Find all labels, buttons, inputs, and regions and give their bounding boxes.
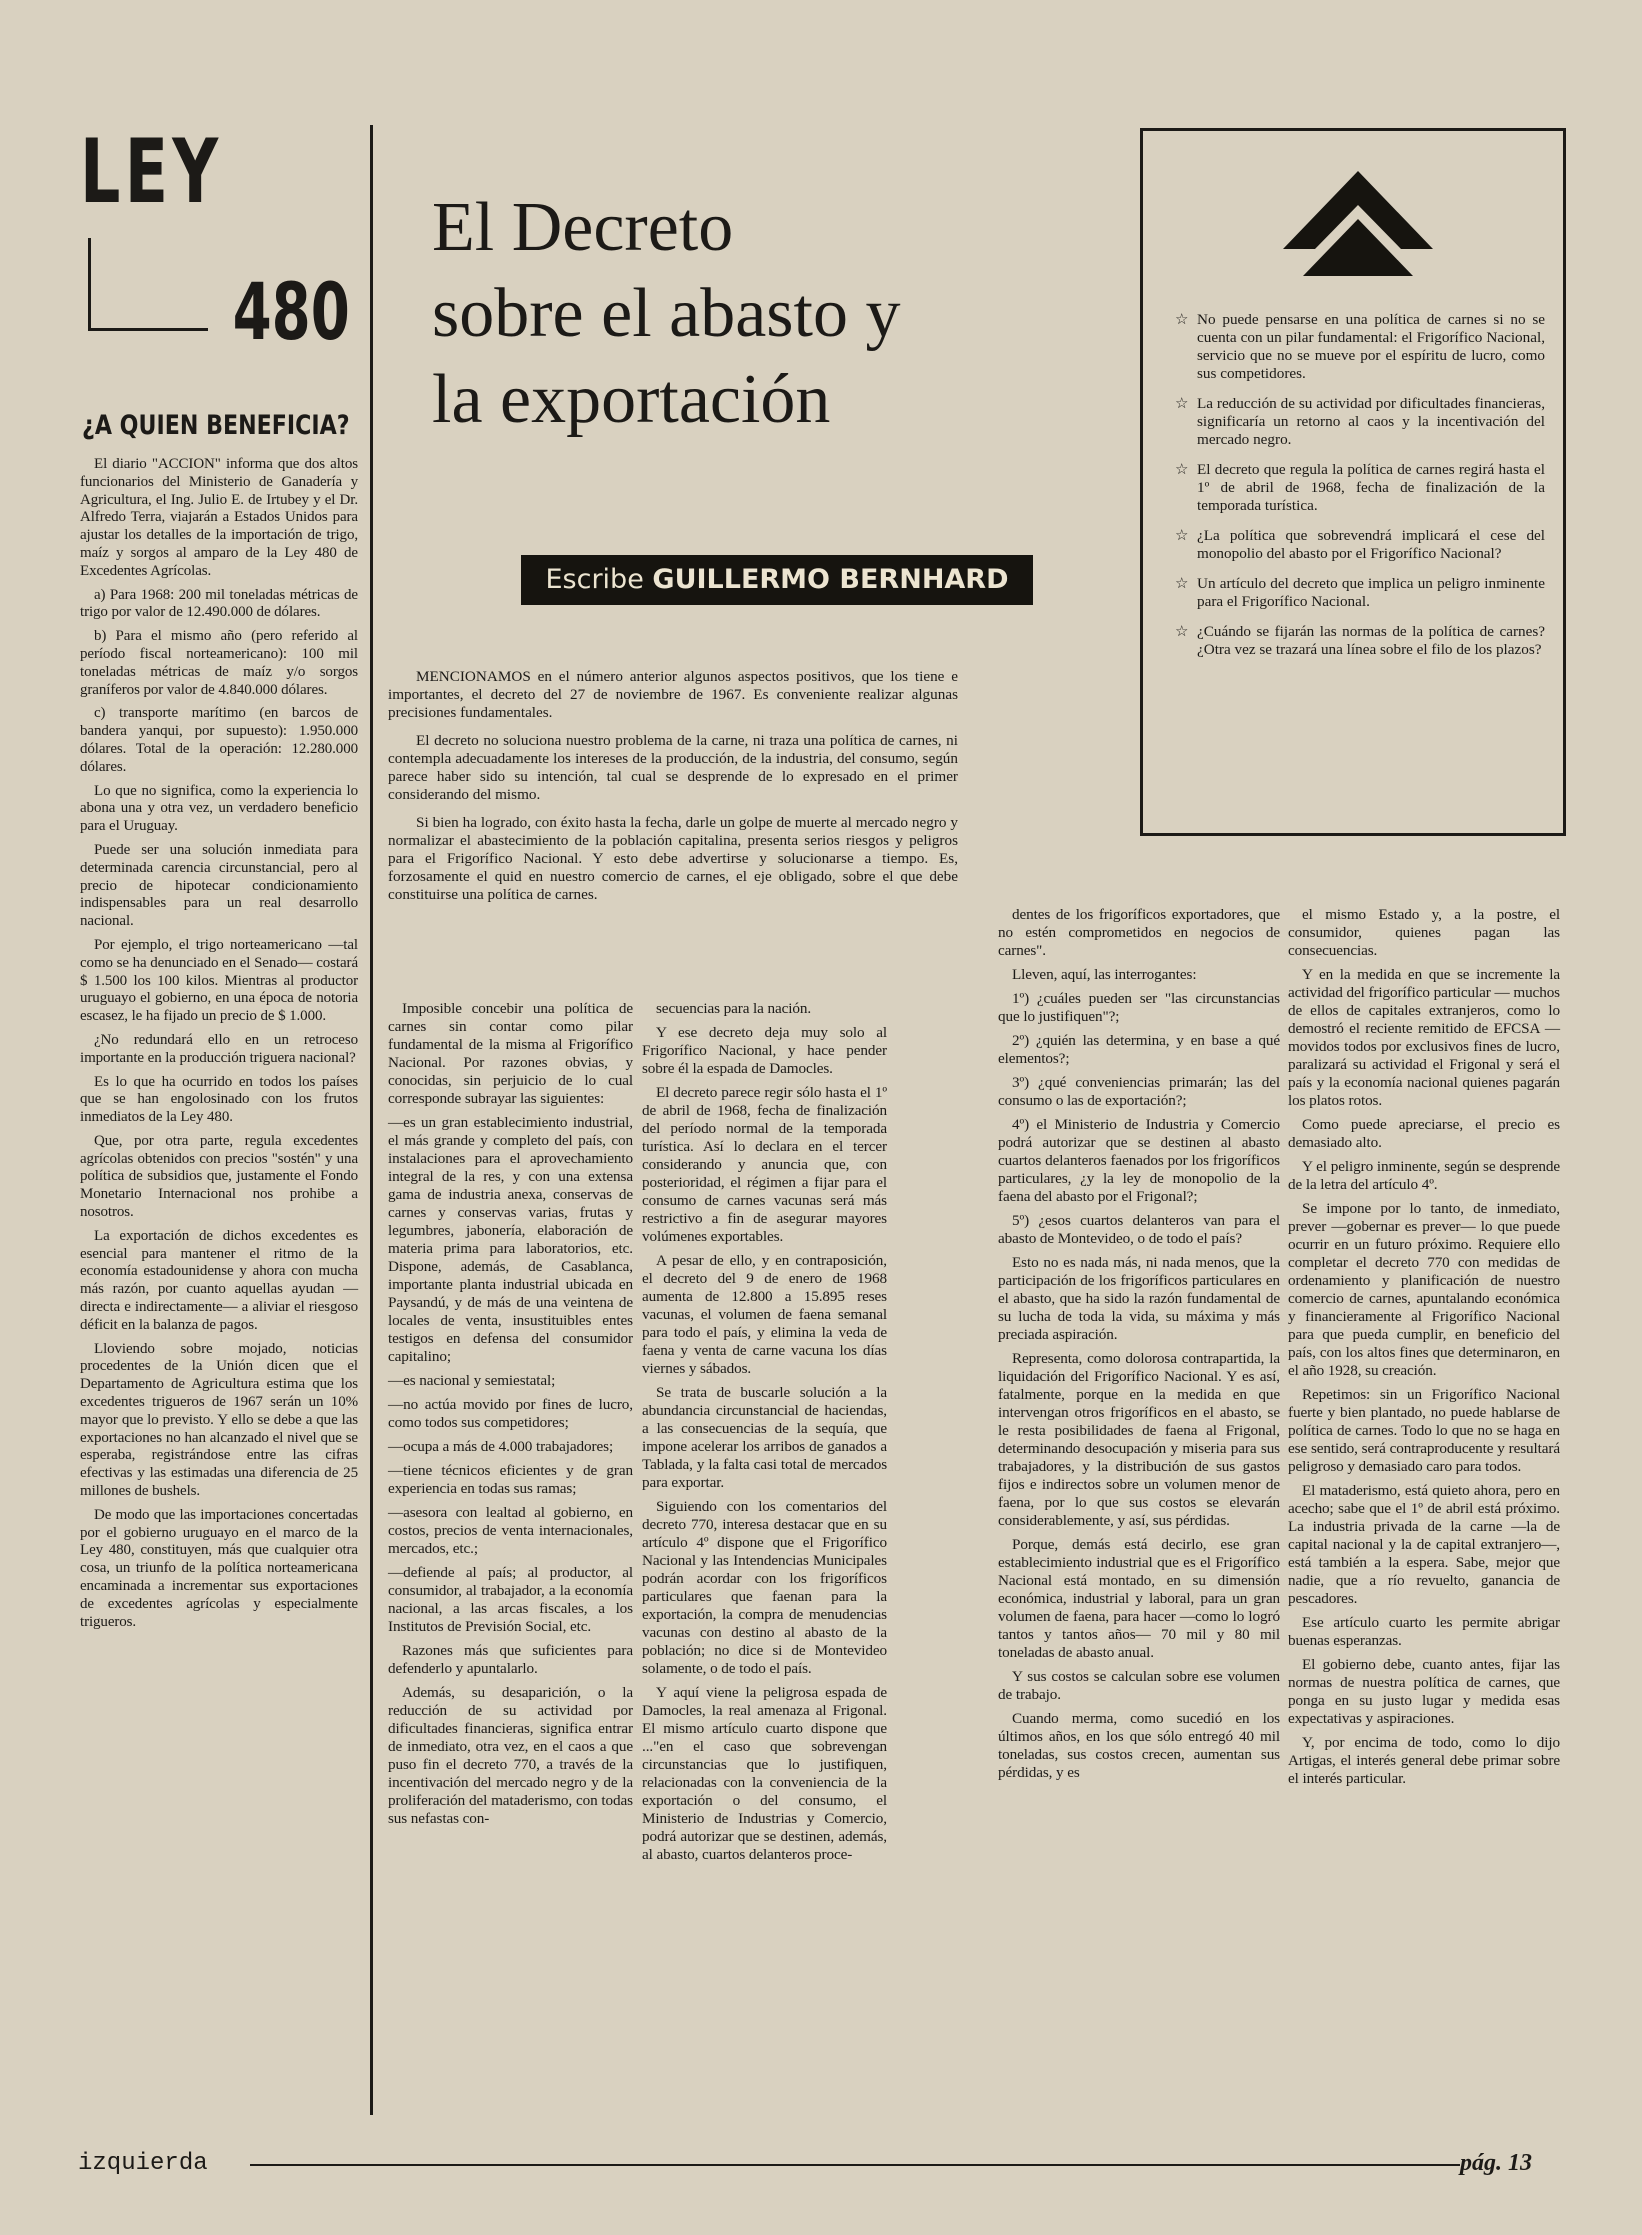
body-paragraph: Y en la medida en que se incremente la actividad del frigorífico particular — muchos de ellos de capitales extranjeros, como lo demostró el reciente remitido de EFCSA — movidos todos por exclusivos fines de lucro, paralizará su actividad el Frigonal y será el país y la economía nacional quienes pagarán los platos rotos. xyxy=(1288,966,1560,1109)
body-paragraph: Cuando merma, como sucedió en los últimos años, en los que sólo entregó 40 mil toneladas, sus costos crecen, aumentan sus pérdidas, y es xyxy=(998,1710,1280,1781)
left-paragraph: Por ejemplo, el trigo norteamericano —tal como se ha denunciado en el Senado— costará $ 1.500 los 100 kilos. Mientras al productor uruguayo el gobierno, en una época de notoria escasez, le ha fijado un precio de $ 1.000. xyxy=(80,936,358,1025)
body-paragraph: el mismo Estado y, a la postre, el consumidor, quienes pagan las consecuencias. xyxy=(1288,906,1560,959)
logo-vertical-rule xyxy=(88,238,91,330)
body-paragraph: Ese artículo cuarto les permite abrigar buenas esperanzas. xyxy=(1288,1614,1560,1649)
left-paragraph: b) Para el mismo año (pero referido al período fiscal norteamericano): 100 mil toneladas métricas de maíz y/o sorgos graníferos por valor de 4.840.000 dólares. xyxy=(80,628,358,698)
intro-paragraph: Si bien ha logrado, con éxito hasta la fecha, darle un golpe de muerte al mercado negro y normalizar el abastecimiento de la población capitalina, presenta serios riesgos y peligros para el Frigorífico Nacional. Y esto debe advertirse y solucionarse a tiempo. Es, forzosamente el quid en nuestro comercio de carnes, el eje obligado, sobre el que debe constituirse una política de carnes. xyxy=(388,814,958,903)
highlight-item xyxy=(1175,575,1545,611)
body-paragraph: —asesora con lealtad al gobierno, en costos, precios de venta internacionales, mercados, etc.; xyxy=(388,1504,633,1557)
body-paragraph: 3º) ¿qué conveniencias primarán; las del consumo o las de exportación?; xyxy=(998,1074,1280,1109)
highlight-text: La reducción de su actividad por dificultades financieras, significaría un retorno al caos y la incentivación del mercado negro. xyxy=(1197,395,1545,448)
magazine-name: izquierda xyxy=(78,2150,208,2177)
body-paragraph: —no actúa movido por fines de lucro, como todos sus competidores; xyxy=(388,1396,633,1431)
left-paragraph: Puede ser una solución inmediata para determinada carencia circunstancial, pero al precio de hipotecar condicionamiento indispensables para un real desarrollo nacional. xyxy=(80,841,358,930)
headline-line-2: sobre el abasto y xyxy=(432,275,901,352)
left-paragraph: Que, por otra parte, regula excedentes agrícolas obtenidos con precios "sostén" y una política de subsidios que, justamente el Fondo Monetario Internacional nos prohibe a nosotros. xyxy=(80,1132,358,1221)
body-paragraph: El gobierno debe, cuanto antes, fijar las normas de nuestra política de carnes, que ponga en su justo lugar y medida esas expectativas y aspiraciones. xyxy=(1288,1656,1560,1727)
body-paragraph: Y aquí viene la peligrosa espada de Damocles, la real amenaza al Frigonal. El mismo artículo cuarto dispone que ..."en el caso que sobrevengan circunstancias que lo justifiquen, relacionadas con la conveniencia de la exportación o del consumo, el Ministerio de Industrias y Comercio, podrá autorizar que se destinen, además, al abasto, cuartos delanteros proce- xyxy=(642,1684,887,1863)
left-paragraph: De modo que las importaciones concertadas por el gobierno uruguayo en el marco de la Ley 480, constituyen, más que cualquier otra cosa, un triunfo de la política norteamericana encaminada a incrementar sus exportaciones de excedentes agrícolas y especialmente trigueros. xyxy=(80,1506,358,1630)
article-column-4 xyxy=(1288,906,1560,1794)
headline-line-1: El Decreto xyxy=(432,189,734,266)
left-paragraph: ¿No redundará ello en un retroceso importante en la producción triguera nacional? xyxy=(80,1031,358,1066)
body-paragraph: Siguiendo con los comentarios del decreto 770, interesa destacar que en su artículo 4º dispone que el Frigorífico Nacional y las Intendencias Municipales podrán acordar con los frigoríficos particulares que faenan para la exportación, la compra de menudencias vacunas con destino al abasto de la población; no dice si de Montevideo solamente, o de todo el país. xyxy=(642,1498,887,1677)
ley-480-logo xyxy=(80,120,350,380)
byline-prefix: Escribe xyxy=(545,564,644,595)
highlight-text: No puede pensarse en una política de carnes si no se cuenta con un pilar fundamental: el Frigorífico Nacional, servicio que no se mueve por el espíritu de lucro, como sus competidores. xyxy=(1197,311,1545,382)
body-paragraph: Como puede apreciarse, el precio es demasiado alto. xyxy=(1288,1116,1560,1151)
intro-paragraph: MENCIONAMOS en el número anterior algunos aspectos positivos, que los tiene e importantes, el decreto del 27 de noviembre de 1967. Es conveniente realizar algunas precisiones fundamentales. xyxy=(388,668,958,721)
body-paragraph: Se trata de buscarle solución a la abundancia circunstancial de haciendas, a las consecuencias de la sequía, que impone acelerar los arribos de ganados a Tablada, y la falta casi total de mercados para exportar. xyxy=(642,1384,887,1491)
headline-line-3: la exportación xyxy=(432,361,831,438)
highlights-box xyxy=(1140,128,1566,836)
ley-number: 480 xyxy=(232,268,350,358)
left-paragraph: Es lo que ha ocurrido en todos los países que se han engolosinado con los frutos inmediatos de la Ley 480. xyxy=(80,1073,358,1126)
byline xyxy=(521,555,1033,605)
body-paragraph: Y sus costos se calculan sobre ese volumen de trabajo. xyxy=(998,1668,1280,1703)
body-paragraph: Lleven, aquí, las interrogantes: xyxy=(1012,966,1197,983)
highlight-item xyxy=(1175,527,1545,563)
left-column-text xyxy=(80,456,358,1637)
star-icon: ☆ xyxy=(1175,527,1189,544)
left-paragraph: El diario "ACCION" informa que dos altos funcionarios del Ministerio de Ganadería y Agricultura, el Ing. Julio E. de Irtubey y el Dr. Alfredo Terra, viajarán a Estados Unidos para ajustar los detalles de la importación de trigo, maíz y sorgos al amparo de la Ley 480 de Excedentes Agrícolas. xyxy=(80,456,358,579)
body-paragraph: El mataderismo, está quieto ahora, pero en acecho; sabe que el 1º de abril está próximo. La industria privada de la carne —la de capital nacional y la de capital extranjero—, está también a la espera. Sabe, mejor que nadie, que a río revuelto, ganancia de pescadores. xyxy=(1288,1482,1560,1607)
body-paragraph: —defiende al país; al productor, al consumidor, al trabajador, a la economía nacional, a las arcas fiscales, a los Institutos de Previsión Social, etc. xyxy=(388,1564,633,1635)
body-paragraph: 2º) ¿quién las determina, y en base a qué elementos?; xyxy=(998,1032,1280,1067)
article-headline xyxy=(432,185,1132,443)
body-paragraph: —es un gran establecimiento industrial, el más grande y completo del país, con instalaciones para el aprovechamiento integral de la res, y con una extensa gama de industria anexa, conservas de carnes y conservas varias, frutas y legumbres, jabonería, elaboración de materia prima para laboratorios, etc. Dispone, además, de Casablanca, importante planta industrial ubicada en Paysandú, y de más de una veintena de locales de venta, insustituibles entes testigos en defensa del consumidor capitalino; xyxy=(388,1114,633,1365)
highlight-item xyxy=(1175,311,1545,383)
body-paragraph: —tiene técnicos eficientes y de gran experiencia en todas sus ramas; xyxy=(388,1462,633,1497)
logo-horizontal-rule xyxy=(88,328,208,331)
body-paragraph: secuencias para la nación. xyxy=(656,1000,812,1017)
footer-rule xyxy=(250,2164,1460,2166)
star-icon: ☆ xyxy=(1175,311,1189,328)
highlight-item xyxy=(1175,623,1545,659)
highlight-item xyxy=(1175,461,1545,515)
left-paragraph: a) Para 1968: 200 mil toneladas métricas de trigo por valor de 12.490.000 de dólares. xyxy=(80,586,358,621)
body-paragraph: Imposible concebir una política de carnes sin contar como pilar fundamental de la misma al Frigorífico Nacional. Por razones obvias, y conocidas, sin perjuicio de lo cual corresponde subrayar las siguientes: xyxy=(388,1000,633,1107)
article-column-1 xyxy=(388,1000,633,1834)
highlight-item xyxy=(1175,395,1545,449)
left-paragraph: Lo que no significa, como la experiencia lo abona una y otra vez, un verdadero beneficio para el Uruguay. xyxy=(80,782,358,835)
highlight-text: ¿Cuándo se fijarán las normas de la política de carnes? ¿Otra vez se trazará una línea sobre el filo de los plazos? xyxy=(1197,623,1545,658)
column-divider xyxy=(370,125,373,2115)
body-paragraph: Esto no es nada más, ni nada menos, que la participación de los frigoríficos particulares en el abasto, que ha sido la razón fundamental de su lucha de toda la vida, su máxima y más preciada aspiración. xyxy=(998,1254,1280,1343)
highlight-text: ¿La política que sobrevendrá implicará el cese del monopolio del abasto por el Frigorífico Nacional? xyxy=(1197,527,1545,562)
body-paragraph: Y el peligro inminente, según se desprende de la letra del artículo 4º. xyxy=(1288,1158,1560,1193)
article-intro xyxy=(388,668,958,914)
chevron-up-icon xyxy=(1283,171,1433,291)
body-paragraph: Razones más que suficientes para defenderlo y apuntalarlo. xyxy=(388,1642,633,1677)
star-icon: ☆ xyxy=(1175,395,1189,412)
star-icon: ☆ xyxy=(1175,623,1189,640)
article-column-2 xyxy=(642,1000,887,1870)
body-paragraph: Y ese decreto deja muy solo al Frigorífico Nacional, y hace pender sobre él la espada de Damocles. xyxy=(642,1024,887,1077)
highlight-text: Un artículo del decreto que implica un peligro inminente para el Frigorífico Nacional. xyxy=(1197,575,1545,610)
left-paragraph: La exportación de dichos excedentes es esencial para mantener el ritmo de la economía estadounidense y ahora con mucha más razón, por cuanto aquellas ayudan —directa e indirectamente— a aliviar el riesgoso déficit en la balanza de pagos. xyxy=(80,1227,358,1333)
left-paragraph: c) transporte marítimo (en barcos de bandera yanqui, por supuesto): 1.950.000 dólares. Total de la operación: 12.280.000 dólares. xyxy=(80,705,358,775)
body-paragraph: —ocupa a más de 4.000 trabajadores; xyxy=(388,1438,614,1455)
ley-word: LEY xyxy=(80,120,223,223)
body-paragraph: Además, su desaparición, o la reducción de su actividad por dificultades financieras, significa entrar de inmediato, otra vez, en el caos a que puso fin el decreto 770, a través de la incentivación del mercado negro y de la proliferación del mataderismo, con todas sus nefastas con- xyxy=(388,1684,633,1827)
body-paragraph: —es nacional y semiestatal; xyxy=(388,1372,556,1389)
body-paragraph: 1º) ¿cuáles pueden ser "las circunstancias que lo justifiquen"?; xyxy=(998,990,1280,1025)
highlights-list xyxy=(1175,311,1545,671)
page-number: pág. 13 xyxy=(1460,2150,1532,2176)
byline-author: GUILLERMO BERNHARD xyxy=(652,564,1009,595)
body-paragraph: Y, por encima de todo, como lo dijo Artigas, el interés general debe primar sobre el interés particular. xyxy=(1288,1734,1560,1787)
star-icon: ☆ xyxy=(1175,575,1189,592)
body-paragraph: dentes de los frigoríficos exportadores, que no estén comprometidos en negocios de carnes". xyxy=(998,906,1280,959)
body-paragraph: Porque, demás está decirlo, ese gran establecimiento industrial que es el Frigorífico Nacional está montado, en su dimensión económica, industrial y laboral, para un gran volumen de faena, para hacer —como lo logró tantos y tantos años— 70 mil y 80 mil toneladas de abasto anual. xyxy=(998,1536,1280,1661)
left-subhead: ¿A QUIEN BENEFICIA? xyxy=(82,410,350,441)
body-paragraph: Se impone por lo tanto, de inmediato, prever —gobernar es prever— lo que puede ocurrir en un futuro próximo. Requiere ello completar el decreto 770 con medidas de ordenamiento y planificación de nuestro comercio de carnes, apuntalando económica y financieramente al Frigorífico Nacional para que pueda cumplir, en beneficio del país, con los altos fines que determinaron, en el año 1928, su creación. xyxy=(1288,1200,1560,1379)
star-icon: ☆ xyxy=(1175,461,1189,478)
body-paragraph: 4º) el Ministerio de Industria y Comercio podrá autorizar que se destinen al abasto cuartos delanteros faenados por los frigoríficos particulares, ¿y la ley de monopolio de la faena del abasto por el Frigonal?; xyxy=(998,1116,1280,1205)
left-paragraph: Lloviendo sobre mojado, noticias procedentes de la Unión dicen que el Departamento de Agricultura estima que los excedentes trigueros de 1967 serán un 10% mayor que lo previsto. Y ello se debe a que las exportaciones no han alcanzado el nivel que se esperaba, registrándose entre las cifras efectivas y las estimadas una diferencia de 25 millones de bushels. xyxy=(80,1340,358,1500)
article-column-3 xyxy=(998,906,1280,1788)
body-paragraph: El decreto parece regir sólo hasta el 1º de abril de 1968, fecha de finalización del período normal de la temporada turística. Así lo declara en el tercer considerando y anuncia que, con posterioridad, el régimen a fijar para el consumo de carnes vacunas será más restrictivo a fin de asegurar mayores volúmenes exportables. xyxy=(642,1084,887,1245)
body-paragraph: A pesar de ello, y en contraposición, el decreto del 9 de enero de 1968 aumenta de 12.800 a 15.895 reses vacunas, el volumen de faena semanal para todo el país, y elimina la veda de faena y venta de carne vacuna los días viernes y sábados. xyxy=(642,1252,887,1377)
body-paragraph: 5º) ¿esos cuartos delanteros van para el abasto de Montevideo, o de todo el país? xyxy=(998,1212,1280,1247)
body-paragraph: Repetimos: sin un Frigorífico Nacional fuerte y bien plantado, no puede hablarse de política de carnes. Todo lo que no se haga en ese sentido, será contraproducente y resultará peligroso y demasiado caro para todos. xyxy=(1288,1386,1560,1475)
intro-paragraph: El decreto no soluciona nuestro problema de la carne, ni traza una política de carnes, ni contempla adecuadamente los intereses de la producción, de la industria, del consumo, según parece haber sido su intención, tal cual se desprende de lo expresado en el primer considerando del mismo. xyxy=(388,732,958,803)
highlight-text: El decreto que regula la política de carnes regirá hasta el 1º de abril de 1968, fecha de finalización de la temporada turística. xyxy=(1197,461,1545,514)
body-paragraph: Representa, como dolorosa contrapartida, la liquidación del Frigorífico Nacional. Y es así, fatalmente, porque en la medida en que intervengan otros frigoríficos en el abasto, se le resta posibilidades de faena al Frigonal, determinando desocupación y miseria para sus trabajadores, y la distribución de sus gastos fijos e indirectos sobre un volumen menor de faena, por lo que sus costos se elevarán considerablemente, y así, sus pérdidas. xyxy=(998,1350,1280,1529)
